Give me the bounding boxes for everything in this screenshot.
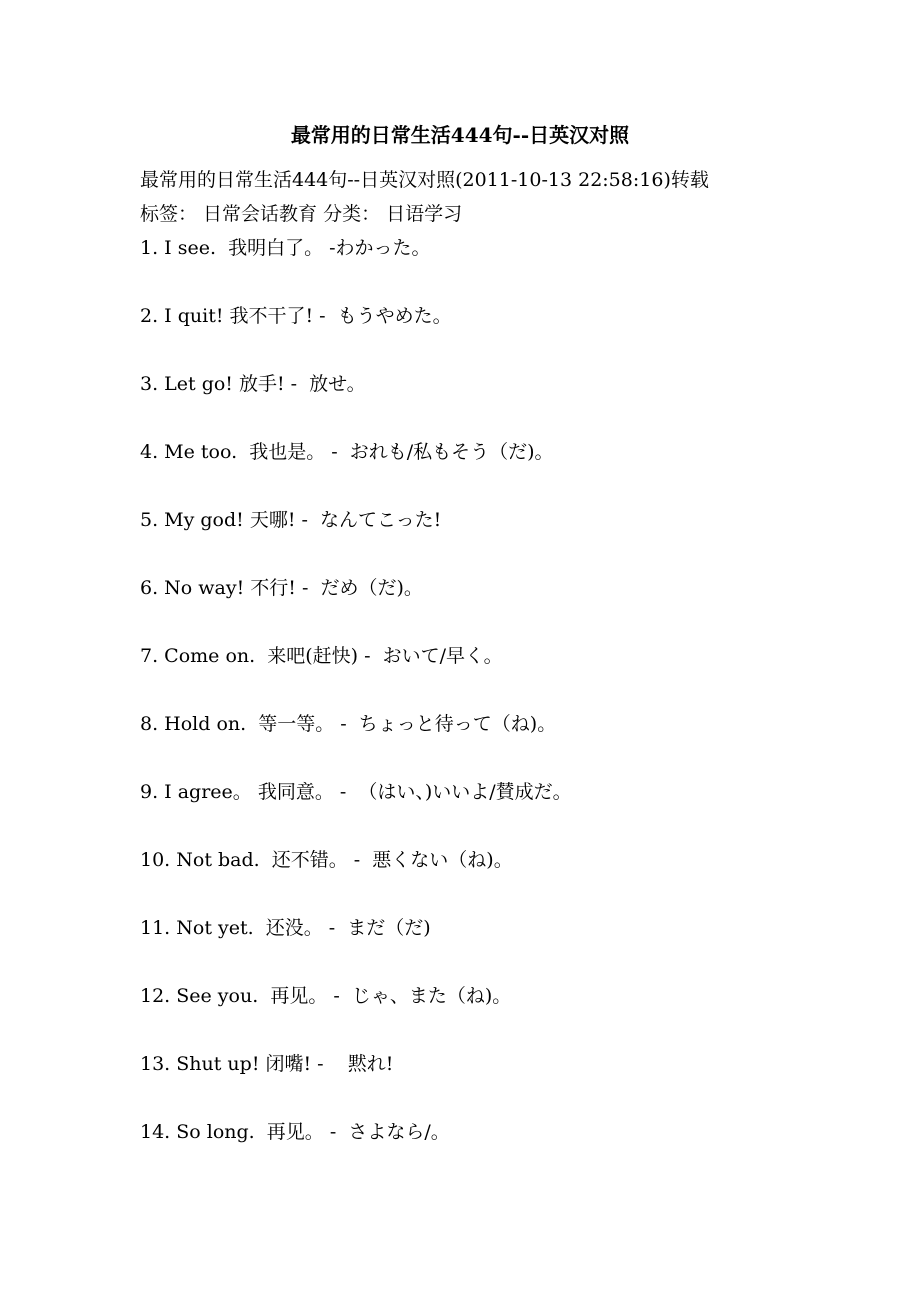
phrase-text: 8. Hold on. 等一等。 - ちょっと待って（ね)。 (140, 713, 557, 735)
phrase-item (140, 1050, 572, 1118)
phrase-text: 14. So long. 再见。 - さよなら/。 (140, 1121, 450, 1143)
phrase-item (140, 574, 572, 642)
phrase-item (140, 914, 572, 982)
phrase-item (140, 234, 572, 302)
phrase-text: 1. I see. 我明白了。 -わかった。 (140, 237, 431, 259)
phrase-item (140, 642, 572, 710)
phrase-text: 12. See you. 再见。 - じゃ、また（ね)。 (140, 985, 512, 1007)
phrase-text: 3. Let go! 放手! - 放せ。 (140, 373, 366, 395)
phrase-item (140, 506, 572, 574)
document-title: 最常用的日常生活444句--日英汉对照 (290, 123, 630, 147)
phrase-text: 4. Me too. 我也是。 - おれも/私もそう（だ)。 (140, 441, 554, 463)
phrase-item (140, 1118, 572, 1186)
phrase-item (140, 438, 572, 506)
phrase-item (140, 302, 572, 370)
phrase-list (140, 234, 572, 1186)
document-subtitle: 最常用的日常生活444句--日英汉对照(2011-10-13 22:58:16)转载 (140, 169, 709, 191)
phrase-text: 9. I agree。 我同意。 - （はい、)いいよ/賛成だ。 (140, 781, 572, 803)
phrase-text: 2. I quit! 我不干了! - もうやめた。 (140, 305, 452, 327)
document-tags-line: 标签： 日常会话教育 分类： 日语学习 (140, 203, 463, 225)
phrase-text: 7. Come on. 来吧(赶快) - おいて/早く。 (140, 645, 503, 667)
phrase-text: 11. Not yet. 还没。 - まだ（だ) (140, 917, 431, 939)
phrase-item (140, 778, 572, 846)
phrase-item (140, 710, 572, 778)
phrase-text: 13. Shut up! 闭嘴! - 黙れ! (140, 1053, 394, 1075)
phrase-item (140, 370, 572, 438)
phrase-text: 5. My god! 天哪! - なんてこった! (140, 509, 442, 531)
phrase-item (140, 982, 572, 1050)
phrase-text: 6. No way! 不行! - だめ（だ)。 (140, 577, 423, 599)
phrase-text: 10. Not bad. 还不错。 - 悪くない（ね)。 (140, 849, 513, 871)
phrase-item (140, 846, 572, 914)
